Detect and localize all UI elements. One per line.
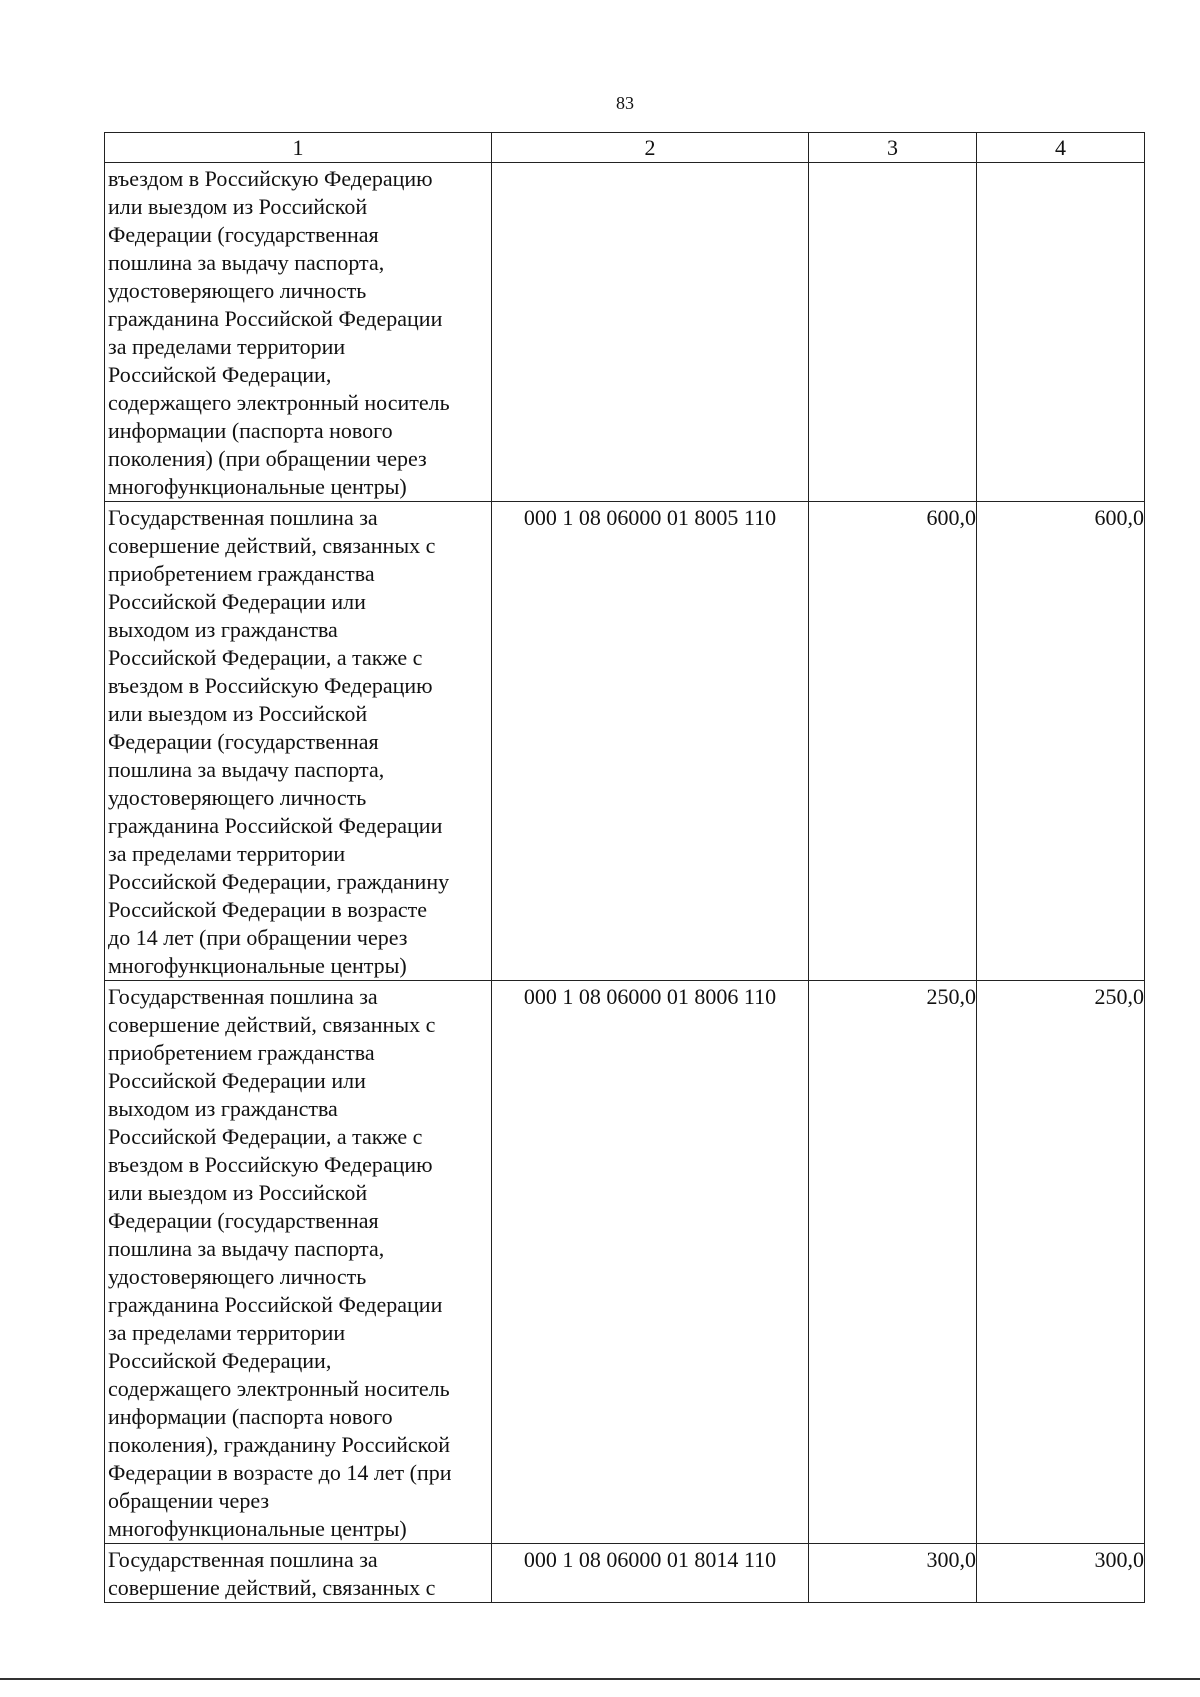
- row-code: 000 1 08 06000 01 8005 110: [492, 502, 809, 981]
- row-value-col3: [809, 163, 977, 502]
- row-description: въездом в Российскую Федерацию или выездом из Российской Федерации (государственная пошлина за выдачу паспорта, удостоверяющего личность гражданина Российской Федерации за пределами территории Российской Федерации, содержащего электронный носитель информации (паспорта нового поколения) (при обращении через многофункциональные центры): [105, 163, 492, 502]
- column-header-3: 3: [809, 133, 977, 163]
- table-row: [105, 502, 1145, 981]
- budget-table: [104, 132, 1145, 1603]
- row-code: [492, 163, 809, 502]
- table-row: [105, 981, 1145, 1544]
- row-value-col3: 600,0: [809, 502, 977, 981]
- column-header-1: 1: [105, 133, 492, 163]
- row-value-col4: 300,0: [977, 1544, 1145, 1603]
- row-value-col4: [977, 163, 1145, 502]
- table-row: [105, 163, 1145, 502]
- row-value-col4: 250,0: [977, 981, 1145, 1544]
- row-value-col3: 300,0: [809, 1544, 977, 1603]
- table-row: [105, 1544, 1145, 1603]
- page-number: 83: [616, 93, 634, 113]
- row-code: 000 1 08 06000 01 8006 110: [492, 981, 809, 1544]
- row-value-col3: 250,0: [809, 981, 977, 1544]
- row-description: Государственная пошлина за совершение действий, связанных с: [105, 1544, 492, 1603]
- row-value-col4: 600,0: [977, 502, 1145, 981]
- table-header-row: [105, 133, 1145, 163]
- bottom-rule: [0, 1678, 1200, 1680]
- row-description: Государственная пошлина за совершение действий, связанных с приобретением гражданства Российской Федерации или выходом из гражданства Российской Федерации, а также с въездом в Российскую Федерацию или выездом из Российской Федерации (государственная пошлина за выдачу паспорта, удостоверяющего личность гражданина Российской Федерации за пределами территории Российской Федерации, содержащего электронный носитель информации (паспорта нового поколения), гражданину Российской Федерации в возрасте до 14 лет (при обращении через многофункциональные центры): [105, 981, 492, 1544]
- row-code: 000 1 08 06000 01 8014 110: [492, 1544, 809, 1603]
- column-header-2: 2: [492, 133, 809, 163]
- row-description: Государственная пошлина за совершение действий, связанных с приобретением гражданства Российской Федерации или выходом из гражданства Российской Федерации, а также с въездом в Российскую Федерацию или выездом из Российской Федерации (государственная пошлина за выдачу паспорта, удостоверяющего личность гражданина Российской Федерации за пределами территории Российской Федерации, гражданину Российской Федерации в возрасте до 14 лет (при обращении через многофункциональные центры): [105, 502, 492, 981]
- column-header-4: 4: [977, 133, 1145, 163]
